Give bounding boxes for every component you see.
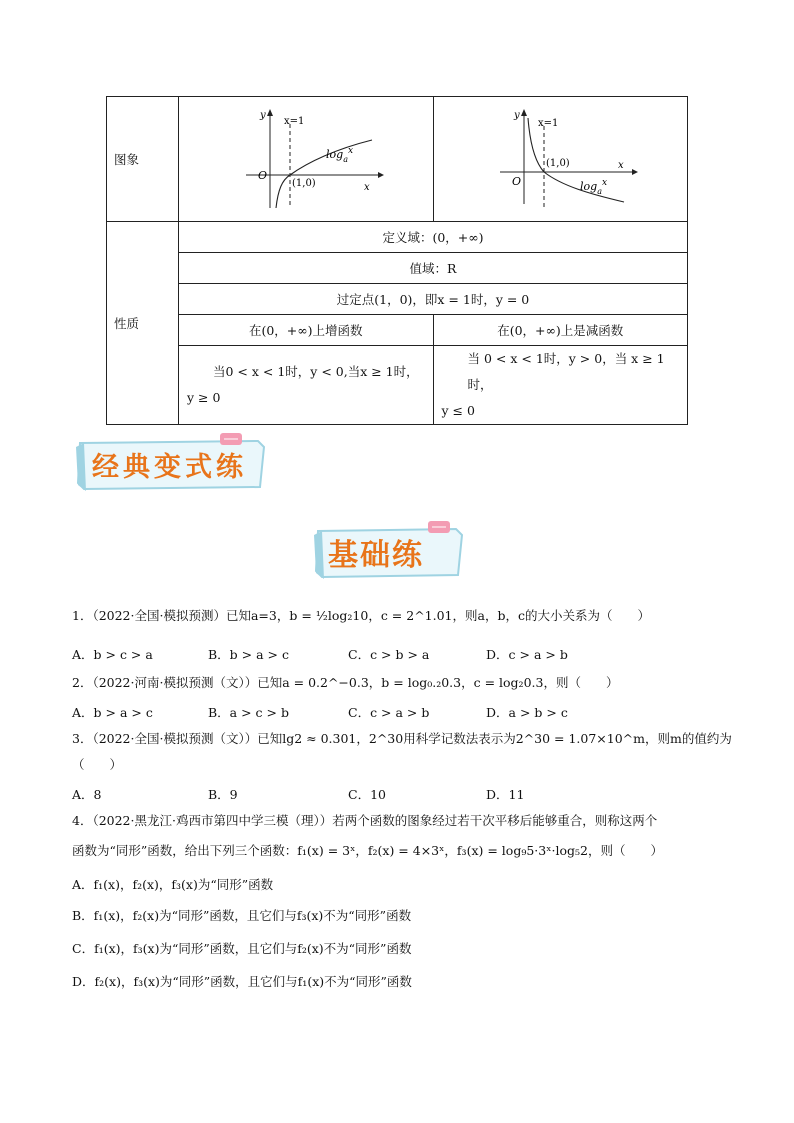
asymptote-label: x=1 — [283, 116, 305, 127]
x-axis-label: x — [618, 160, 624, 171]
sign-decreasing-line1: 当 0 < x < 1时，y > 0，当 x ≥ 1时， — [467, 351, 665, 392]
subsection-banner — [312, 521, 468, 583]
option-c: C．c > a > b — [348, 705, 430, 720]
option-d: D．a > b > c — [486, 705, 568, 720]
graph-row — [107, 97, 688, 222]
sign-row — [107, 346, 688, 425]
origin-label: O — [512, 175, 522, 188]
question-2-stem: 2．（2022·河南·模拟预测（文））已知a = 0.2^−0.3，b = log₀.₂0.3，c = log₂0.3，则（ ） — [72, 675, 619, 690]
fixed-point-cell: 过定点(1，0)，即x = 1时，y = 0 — [179, 284, 688, 315]
option-c: C．10 — [348, 787, 386, 802]
properties-label: 性质 — [107, 222, 179, 425]
sign-increasing-line1: 当0 < x < 1时，y < 0,当x ≥ 1时， — [213, 364, 419, 379]
sign-decreasing-line2: y ≤ 0 — [441, 403, 475, 418]
question-4-option-a: A．f₁(x)，f₂(x)，f₃(x)为“同形”函数 — [72, 877, 274, 892]
question-3-stem-continued: （ ） — [72, 757, 123, 772]
option-b: B．b > a > c — [208, 647, 289, 662]
graph-decreasing — [480, 104, 640, 214]
increasing-cell: 在(0，+∞)上增函数 — [179, 315, 434, 346]
sign-increasing-line2: y ≥ 0 — [187, 390, 221, 405]
fixed-point-row — [107, 284, 688, 315]
curve-label: $\log_a^x$ — [325, 146, 353, 164]
question-1-stem: 1．（2022·全国·模拟预测）已知a=3，b = ½log₂10，c = 2^1.01，则a，b，c的大小关系为（ ） — [72, 608, 650, 623]
option-a: A．b > a > c — [72, 705, 153, 720]
section-banner-title: 经典变式练 — [92, 452, 247, 483]
question-4-option-c: C．f₁(x)，f₃(x)为“同形”函数，且它们与f₂(x)不为“同形”函数 — [72, 941, 412, 956]
y-axis-label: y — [259, 110, 266, 121]
domain-row — [107, 222, 688, 253]
option-a: A．b > c > a — [72, 647, 153, 662]
y-axis-label: y — [514, 110, 520, 121]
section-banner — [74, 433, 270, 495]
option-c: C．c > b > a — [348, 647, 430, 662]
option-d: D．11 — [486, 787, 525, 802]
curve-label: $\log_a^x$ — [580, 178, 608, 196]
range-cell: 值域：R — [179, 253, 688, 284]
question-4-stem: 4．（2022·黑龙江·鸡西市第四中学三模（理））若两个函数的图象经过若干次平移后能够重合，则称这两个 — [72, 813, 658, 828]
graph-label: 图象 — [107, 97, 179, 222]
sign-decreasing-cell — [433, 346, 688, 425]
x-axis-label: x — [363, 182, 370, 193]
question-3-options — [72, 785, 722, 803]
point-label: (1,0) — [546, 158, 570, 169]
monotonic-row — [107, 315, 688, 346]
subsection-banner-title: 基础练 — [328, 538, 424, 573]
log-function-properties-table — [106, 96, 688, 425]
asymptote-label: x=1 — [538, 118, 559, 129]
option-b: B．a > c > b — [208, 705, 289, 720]
question-4-stem-continued: 函数为“同形”函数，给出下列三个函数：f₁(x) = 3ˣ，f₂(x) = 4×3ˣ，f₃(x) = log₉5·3ˣ·log₅2，则（ ） — [72, 843, 663, 858]
option-d: D．c > a > b — [486, 647, 568, 662]
sign-increasing-cell — [179, 346, 434, 425]
option-a: A．8 — [72, 787, 102, 802]
question-4-option-d: D．f₂(x)，f₃(x)为“同形”函数，且它们与f₁(x)不为“同形”函数 — [72, 974, 412, 989]
range-row — [107, 253, 688, 284]
point-label: (1,0) — [291, 178, 316, 189]
question-3-stem: 3．（2022·全国·模拟预测（文））已知lg2 ≈ 0.301，2^30用科学记数法表示为2^30 = 1.07×10^m，则m的值约为 — [72, 731, 732, 746]
origin-label: O — [257, 169, 267, 182]
domain-cell: 定义域：(0，+∞) — [179, 222, 688, 253]
graph-increasing-cell — [179, 97, 434, 222]
option-b: B．9 — [208, 787, 238, 802]
graph-increasing — [226, 104, 386, 214]
question-1-options — [72, 645, 722, 663]
decreasing-cell: 在(0，+∞)上是减函数 — [433, 315, 688, 346]
question-4-option-b: B．f₁(x)，f₂(x)为“同形”函数，且它们与f₃(x)不为“同形”函数 — [72, 908, 412, 923]
graph-decreasing-cell — [433, 97, 688, 222]
question-2-options — [72, 703, 722, 721]
